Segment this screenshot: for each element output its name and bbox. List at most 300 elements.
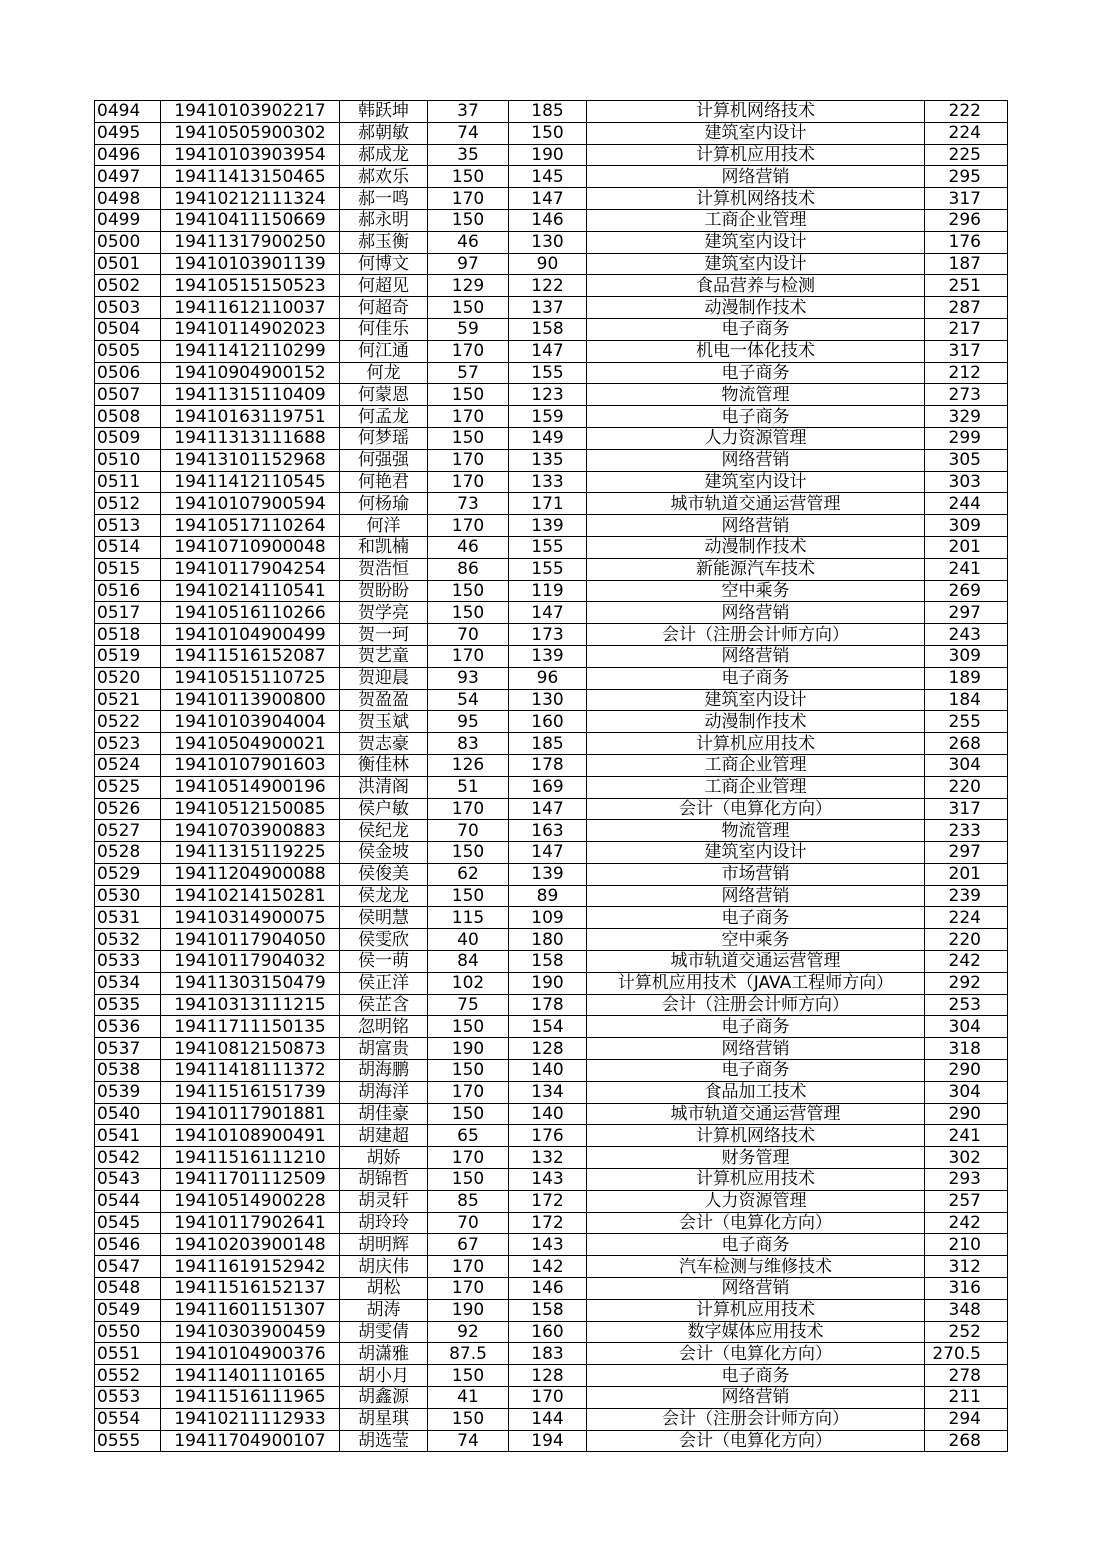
score-2-cell: 122 xyxy=(509,275,587,297)
name-cell: 贺迎晨 xyxy=(340,667,428,689)
row-number-cell: 0543 xyxy=(95,1169,161,1191)
score-1-cell: 170 xyxy=(428,406,509,428)
major-cell: 人力资源管理 xyxy=(587,1190,925,1212)
exam-id-cell: 19411704900107 xyxy=(161,1430,340,1452)
row-number-cell: 0510 xyxy=(95,449,161,471)
table-row xyxy=(95,733,1008,755)
exam-id-cell: 19411619152942 xyxy=(161,1256,340,1278)
total-cell: 278 xyxy=(925,1365,1008,1387)
name-cell: 胡涛 xyxy=(340,1299,428,1321)
score-1-cell: 54 xyxy=(428,689,509,711)
score-table xyxy=(94,100,1008,1452)
name-cell: 侯户敏 xyxy=(340,798,428,820)
major-cell: 汽车检测与维修技术 xyxy=(587,1256,925,1278)
table-row xyxy=(95,602,1008,624)
score-1-cell: 70 xyxy=(428,820,509,842)
exam-id-cell: 19410107900594 xyxy=(161,493,340,515)
total-cell: 224 xyxy=(925,907,1008,929)
score-1-cell: 150 xyxy=(428,209,509,231)
table-row xyxy=(95,1365,1008,1387)
score-1-cell: 170 xyxy=(428,798,509,820)
score-2-cell: 143 xyxy=(509,1169,587,1191)
total-cell: 176 xyxy=(925,231,1008,253)
score-1-cell: 170 xyxy=(428,340,509,362)
name-cell: 何超见 xyxy=(340,275,428,297)
exam-id-cell: 19410516110266 xyxy=(161,602,340,624)
total-cell: 292 xyxy=(925,972,1008,994)
table-row xyxy=(95,798,1008,820)
table-row xyxy=(95,1256,1008,1278)
row-number-cell: 0528 xyxy=(95,842,161,864)
table-row xyxy=(95,1060,1008,1082)
score-2-cell: 158 xyxy=(509,318,587,340)
major-cell: 建筑室内设计 xyxy=(587,231,925,253)
row-number-cell: 0538 xyxy=(95,1060,161,1082)
total-cell: 210 xyxy=(925,1234,1008,1256)
total-cell: 217 xyxy=(925,318,1008,340)
total-cell: 294 xyxy=(925,1408,1008,1430)
total-cell: 317 xyxy=(925,798,1008,820)
total-cell: 222 xyxy=(925,101,1008,123)
table-row xyxy=(95,166,1008,188)
major-cell: 动漫制作技术 xyxy=(587,536,925,558)
score-2-cell: 147 xyxy=(509,842,587,864)
score-1-cell: 150 xyxy=(428,1016,509,1038)
major-cell: 市场营销 xyxy=(587,863,925,885)
total-cell: 251 xyxy=(925,275,1008,297)
exam-id-cell: 19410512150085 xyxy=(161,798,340,820)
score-1-cell: 150 xyxy=(428,1103,509,1125)
exam-id-cell: 19410203900148 xyxy=(161,1234,340,1256)
exam-id-cell: 19411701112509 xyxy=(161,1169,340,1191)
score-2-cell: 130 xyxy=(509,689,587,711)
row-number-cell: 0534 xyxy=(95,972,161,994)
major-cell: 动漫制作技术 xyxy=(587,297,925,319)
score-2-cell: 172 xyxy=(509,1190,587,1212)
row-number-cell: 0511 xyxy=(95,471,161,493)
score-2-cell: 119 xyxy=(509,580,587,602)
score-1-cell: 150 xyxy=(428,885,509,907)
score-2-cell: 147 xyxy=(509,340,587,362)
major-cell: 空中乘务 xyxy=(587,929,925,951)
name-cell: 何艳君 xyxy=(340,471,428,493)
score-1-cell: 150 xyxy=(428,602,509,624)
exam-id-cell: 19410504900021 xyxy=(161,733,340,755)
score-1-cell: 150 xyxy=(428,1169,509,1191)
name-cell: 贺志豪 xyxy=(340,733,428,755)
row-number-cell: 0533 xyxy=(95,951,161,973)
table-row xyxy=(95,1278,1008,1300)
total-cell: 257 xyxy=(925,1190,1008,1212)
score-1-cell: 85 xyxy=(428,1190,509,1212)
name-cell: 胡建超 xyxy=(340,1125,428,1147)
row-number-cell: 0524 xyxy=(95,754,161,776)
table-row xyxy=(95,558,1008,580)
score-1-cell: 46 xyxy=(428,231,509,253)
score-2-cell: 147 xyxy=(509,602,587,624)
total-cell: 287 xyxy=(925,297,1008,319)
name-cell: 何洋 xyxy=(340,515,428,537)
total-cell: 220 xyxy=(925,929,1008,951)
major-cell: 会计（注册会计师方向） xyxy=(587,1408,925,1430)
total-cell: 187 xyxy=(925,253,1008,275)
exam-id-cell: 19410411150669 xyxy=(161,209,340,231)
total-cell: 268 xyxy=(925,1430,1008,1452)
name-cell: 郝欢乐 xyxy=(340,166,428,188)
name-cell: 贺浩恒 xyxy=(340,558,428,580)
score-1-cell: 70 xyxy=(428,1212,509,1234)
score-2-cell: 185 xyxy=(509,733,587,755)
table-row xyxy=(95,645,1008,667)
major-cell: 建筑室内设计 xyxy=(587,253,925,275)
table-row xyxy=(95,253,1008,275)
table-row xyxy=(95,1103,1008,1125)
exam-id-cell: 19410904900152 xyxy=(161,362,340,384)
major-cell: 工商企业管理 xyxy=(587,209,925,231)
major-cell: 电子商务 xyxy=(587,362,925,384)
score-2-cell: 147 xyxy=(509,188,587,210)
total-cell: 296 xyxy=(925,209,1008,231)
score-2-cell: 139 xyxy=(509,863,587,885)
table-row xyxy=(95,1408,1008,1430)
exam-id-cell: 19410113900800 xyxy=(161,689,340,711)
name-cell: 何杨瑜 xyxy=(340,493,428,515)
row-number-cell: 0497 xyxy=(95,166,161,188)
score-2-cell: 146 xyxy=(509,1278,587,1300)
table-row xyxy=(95,449,1008,471)
exam-id-cell: 19411516152137 xyxy=(161,1278,340,1300)
name-cell: 胡选莹 xyxy=(340,1430,428,1452)
table-row xyxy=(95,493,1008,515)
row-number-cell: 0516 xyxy=(95,580,161,602)
score-1-cell: 150 xyxy=(428,1408,509,1430)
table-row xyxy=(95,972,1008,994)
table-row xyxy=(95,1343,1008,1365)
score-2-cell: 90 xyxy=(509,253,587,275)
major-cell: 空中乘务 xyxy=(587,580,925,602)
major-cell: 计算机应用技术 xyxy=(587,1299,925,1321)
total-cell: 268 xyxy=(925,733,1008,755)
name-cell: 和凯楠 xyxy=(340,536,428,558)
total-cell: 312 xyxy=(925,1256,1008,1278)
score-2-cell: 135 xyxy=(509,449,587,471)
table-row xyxy=(95,667,1008,689)
exam-id-cell: 19410117904032 xyxy=(161,951,340,973)
exam-id-cell: 19410108900491 xyxy=(161,1125,340,1147)
name-cell: 胡灵轩 xyxy=(340,1190,428,1212)
score-1-cell: 102 xyxy=(428,972,509,994)
score-2-cell: 96 xyxy=(509,667,587,689)
name-cell: 郝玉衡 xyxy=(340,231,428,253)
score-2-cell: 134 xyxy=(509,1081,587,1103)
major-cell: 电子商务 xyxy=(587,1016,925,1038)
total-cell: 252 xyxy=(925,1321,1008,1343)
row-number-cell: 0526 xyxy=(95,798,161,820)
row-number-cell: 0496 xyxy=(95,144,161,166)
table-row xyxy=(95,1321,1008,1343)
exam-id-cell: 19411516151739 xyxy=(161,1081,340,1103)
total-cell: 303 xyxy=(925,471,1008,493)
exam-id-cell: 19410515150523 xyxy=(161,275,340,297)
name-cell: 何梦瑶 xyxy=(340,427,428,449)
score-2-cell: 130 xyxy=(509,231,587,253)
row-number-cell: 0550 xyxy=(95,1321,161,1343)
score-1-cell: 170 xyxy=(428,645,509,667)
score-2-cell: 159 xyxy=(509,406,587,428)
major-cell: 会计（电算化方向） xyxy=(587,1343,925,1365)
total-cell: 309 xyxy=(925,515,1008,537)
exam-id-cell: 19411315119225 xyxy=(161,842,340,864)
major-cell: 网络营销 xyxy=(587,885,925,907)
row-number-cell: 0515 xyxy=(95,558,161,580)
score-2-cell: 173 xyxy=(509,624,587,646)
major-cell: 计算机网络技术 xyxy=(587,101,925,123)
total-cell: 304 xyxy=(925,754,1008,776)
score-1-cell: 46 xyxy=(428,536,509,558)
score-1-cell: 170 xyxy=(428,1278,509,1300)
row-number-cell: 0512 xyxy=(95,493,161,515)
name-cell: 贺盼盼 xyxy=(340,580,428,602)
major-cell: 电子商务 xyxy=(587,907,925,929)
total-cell: 233 xyxy=(925,820,1008,842)
score-1-cell: 150 xyxy=(428,1060,509,1082)
total-cell: 241 xyxy=(925,558,1008,580)
score-1-cell: 86 xyxy=(428,558,509,580)
exam-id-cell: 19411601151307 xyxy=(161,1299,340,1321)
score-1-cell: 170 xyxy=(428,1147,509,1169)
score-1-cell: 95 xyxy=(428,711,509,733)
name-cell: 韩跃坤 xyxy=(340,101,428,123)
score-2-cell: 140 xyxy=(509,1060,587,1082)
table-row xyxy=(95,471,1008,493)
total-cell: 220 xyxy=(925,776,1008,798)
exam-id-cell: 19411516111965 xyxy=(161,1387,340,1409)
major-cell: 网络营销 xyxy=(587,1038,925,1060)
score-2-cell: 160 xyxy=(509,1321,587,1343)
exam-id-cell: 19411313111688 xyxy=(161,427,340,449)
total-cell: 293 xyxy=(925,1169,1008,1191)
name-cell: 何孟龙 xyxy=(340,406,428,428)
total-cell: 201 xyxy=(925,863,1008,885)
table-row xyxy=(95,1016,1008,1038)
major-cell: 会计（电算化方向） xyxy=(587,1212,925,1234)
row-number-cell: 0545 xyxy=(95,1212,161,1234)
score-1-cell: 129 xyxy=(428,275,509,297)
table-row xyxy=(95,340,1008,362)
score-2-cell: 132 xyxy=(509,1147,587,1169)
score-2-cell: 109 xyxy=(509,907,587,929)
exam-id-cell: 19410117904050 xyxy=(161,929,340,951)
row-number-cell: 0530 xyxy=(95,885,161,907)
name-cell: 何佳乐 xyxy=(340,318,428,340)
name-cell: 侯一萌 xyxy=(340,951,428,973)
total-cell: 239 xyxy=(925,885,1008,907)
score-2-cell: 169 xyxy=(509,776,587,798)
total-cell: 305 xyxy=(925,449,1008,471)
name-cell: 何强强 xyxy=(340,449,428,471)
name-cell: 胡海洋 xyxy=(340,1081,428,1103)
total-cell: 273 xyxy=(925,384,1008,406)
major-cell: 建筑室内设计 xyxy=(587,689,925,711)
row-number-cell: 0503 xyxy=(95,297,161,319)
total-cell: 242 xyxy=(925,951,1008,973)
name-cell: 衡佳林 xyxy=(340,754,428,776)
score-1-cell: 59 xyxy=(428,318,509,340)
exam-id-cell: 19410117901881 xyxy=(161,1103,340,1125)
row-number-cell: 0541 xyxy=(95,1125,161,1147)
name-cell: 侯金坡 xyxy=(340,842,428,864)
exam-id-cell: 19411401110165 xyxy=(161,1365,340,1387)
table-row xyxy=(95,951,1008,973)
name-cell: 胡潇雅 xyxy=(340,1343,428,1365)
major-cell: 食品营养与检测 xyxy=(587,275,925,297)
major-cell: 网络营销 xyxy=(587,1278,925,1300)
name-cell: 忽明铭 xyxy=(340,1016,428,1038)
name-cell: 郝成龙 xyxy=(340,144,428,166)
score-2-cell: 154 xyxy=(509,1016,587,1038)
table-row xyxy=(95,754,1008,776)
name-cell: 何江通 xyxy=(340,340,428,362)
row-number-cell: 0523 xyxy=(95,733,161,755)
table-row xyxy=(95,1038,1008,1060)
score-2-cell: 183 xyxy=(509,1343,587,1365)
score-1-cell: 150 xyxy=(428,580,509,602)
name-cell: 郝永明 xyxy=(340,209,428,231)
major-cell: 城市轨道交通运营管理 xyxy=(587,493,925,515)
score-2-cell: 146 xyxy=(509,209,587,231)
total-cell: 211 xyxy=(925,1387,1008,1409)
total-cell: 201 xyxy=(925,536,1008,558)
score-1-cell: 170 xyxy=(428,449,509,471)
row-number-cell: 0536 xyxy=(95,1016,161,1038)
score-1-cell: 93 xyxy=(428,667,509,689)
major-cell: 电子商务 xyxy=(587,1234,925,1256)
row-number-cell: 0555 xyxy=(95,1430,161,1452)
name-cell: 侯雯欣 xyxy=(340,929,428,951)
row-number-cell: 0542 xyxy=(95,1147,161,1169)
row-number-cell: 0544 xyxy=(95,1190,161,1212)
table-row xyxy=(95,842,1008,864)
total-cell: 348 xyxy=(925,1299,1008,1321)
score-1-cell: 150 xyxy=(428,1365,509,1387)
total-cell: 297 xyxy=(925,602,1008,624)
score-1-cell: 190 xyxy=(428,1038,509,1060)
row-number-cell: 0547 xyxy=(95,1256,161,1278)
major-cell: 会计（电算化方向） xyxy=(587,1430,925,1452)
major-cell: 新能源汽车技术 xyxy=(587,558,925,580)
row-number-cell: 0546 xyxy=(95,1234,161,1256)
table-row xyxy=(95,994,1008,1016)
exam-id-cell: 19410103904004 xyxy=(161,711,340,733)
exam-id-cell: 19413101152968 xyxy=(161,449,340,471)
major-cell: 电子商务 xyxy=(587,406,925,428)
total-cell: 184 xyxy=(925,689,1008,711)
exam-id-cell: 19411612110037 xyxy=(161,297,340,319)
score-1-cell: 92 xyxy=(428,1321,509,1343)
score-2-cell: 155 xyxy=(509,536,587,558)
row-number-cell: 0501 xyxy=(95,253,161,275)
exam-id-cell: 19411315110409 xyxy=(161,384,340,406)
table-row xyxy=(95,536,1008,558)
name-cell: 侯俊美 xyxy=(340,863,428,885)
exam-id-cell: 19410710900048 xyxy=(161,536,340,558)
total-cell: 304 xyxy=(925,1016,1008,1038)
row-number-cell: 0499 xyxy=(95,209,161,231)
row-number-cell: 0519 xyxy=(95,645,161,667)
name-cell: 侯纪龙 xyxy=(340,820,428,842)
name-cell: 胡富贵 xyxy=(340,1038,428,1060)
major-cell: 网络营销 xyxy=(587,515,925,537)
major-cell: 建筑室内设计 xyxy=(587,842,925,864)
table-row xyxy=(95,1081,1008,1103)
score-2-cell: 176 xyxy=(509,1125,587,1147)
exam-id-cell: 19411412110299 xyxy=(161,340,340,362)
name-cell: 贺一珂 xyxy=(340,624,428,646)
score-2-cell: 158 xyxy=(509,1299,587,1321)
major-cell: 网络营销 xyxy=(587,645,925,667)
table-row xyxy=(95,406,1008,428)
score-2-cell: 155 xyxy=(509,362,587,384)
major-cell: 会计（注册会计师方向） xyxy=(587,994,925,1016)
major-cell: 会计（电算化方向） xyxy=(587,798,925,820)
row-number-cell: 0532 xyxy=(95,929,161,951)
row-number-cell: 0498 xyxy=(95,188,161,210)
table-row xyxy=(95,1299,1008,1321)
major-cell: 城市轨道交通运营管理 xyxy=(587,1103,925,1125)
exam-id-cell: 19411412110545 xyxy=(161,471,340,493)
exam-id-cell: 19410505900302 xyxy=(161,122,340,144)
exam-id-cell: 19410517110264 xyxy=(161,515,340,537)
major-cell: 计算机应用技术（JAVA工程师方向） xyxy=(587,972,925,994)
row-number-cell: 0553 xyxy=(95,1387,161,1409)
score-2-cell: 145 xyxy=(509,166,587,188)
total-cell: 297 xyxy=(925,842,1008,864)
table-row xyxy=(95,275,1008,297)
total-cell: 241 xyxy=(925,1125,1008,1147)
row-number-cell: 0549 xyxy=(95,1299,161,1321)
total-cell: 309 xyxy=(925,645,1008,667)
exam-id-cell: 19410104900499 xyxy=(161,624,340,646)
score-1-cell: 70 xyxy=(428,624,509,646)
name-cell: 何超奇 xyxy=(340,297,428,319)
table-row xyxy=(95,515,1008,537)
total-cell: 295 xyxy=(925,166,1008,188)
name-cell: 郝朝敏 xyxy=(340,122,428,144)
table-row xyxy=(95,711,1008,733)
name-cell: 洪清阁 xyxy=(340,776,428,798)
major-cell: 物流管理 xyxy=(587,384,925,406)
row-number-cell: 0495 xyxy=(95,122,161,144)
table-row xyxy=(95,144,1008,166)
name-cell: 何博文 xyxy=(340,253,428,275)
score-1-cell: 170 xyxy=(428,1256,509,1278)
score-1-cell: 170 xyxy=(428,188,509,210)
score-1-cell: 62 xyxy=(428,863,509,885)
exam-id-cell: 19411711150135 xyxy=(161,1016,340,1038)
score-1-cell: 170 xyxy=(428,515,509,537)
row-number-cell: 0529 xyxy=(95,863,161,885)
major-cell: 网络营销 xyxy=(587,166,925,188)
major-cell: 城市轨道交通运营管理 xyxy=(587,951,925,973)
row-number-cell: 0540 xyxy=(95,1103,161,1125)
total-cell: 316 xyxy=(925,1278,1008,1300)
exam-id-cell: 19410107901603 xyxy=(161,754,340,776)
total-cell: 299 xyxy=(925,427,1008,449)
total-cell: 189 xyxy=(925,667,1008,689)
score-1-cell: 150 xyxy=(428,427,509,449)
row-number-cell: 0527 xyxy=(95,820,161,842)
name-cell: 贺盈盈 xyxy=(340,689,428,711)
